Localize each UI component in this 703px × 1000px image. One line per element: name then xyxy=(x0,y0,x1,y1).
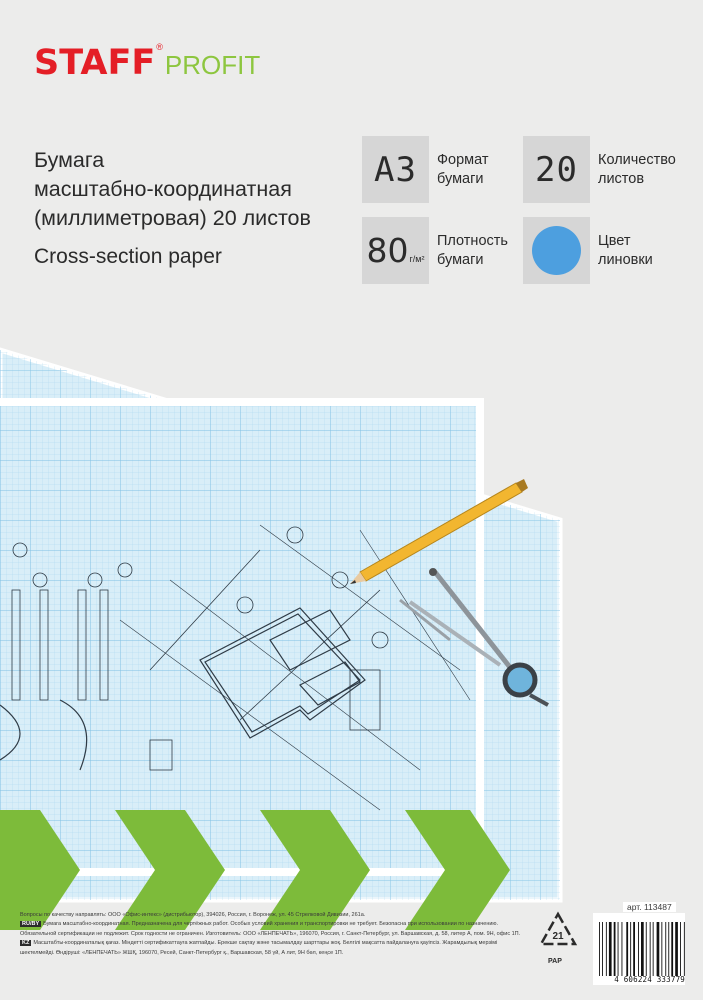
brand-line: PROFIT xyxy=(164,50,261,80)
fine-line: Вопросы по качеству направлять: ООО «Офис-интекс» (дистрибьютор), 394026, Россия, г. Воронеж, ул. 45 Стрелковой Дивизии, 261а. xyxy=(20,912,366,918)
title-line: масштабно-координатная xyxy=(34,177,292,201)
brand-name: STAFF xyxy=(34,43,156,83)
recycle-icon xyxy=(537,910,579,958)
ruling-color-label xyxy=(598,232,653,270)
ruling-color-swatch xyxy=(532,226,581,275)
density-label-line: бумаги xyxy=(437,252,484,268)
recycle-code: 21 xyxy=(552,931,564,942)
format-badge xyxy=(362,136,429,203)
format-label-line: Формат xyxy=(437,152,489,168)
lang-tag-kz: KZ xyxy=(22,940,30,947)
count-label-line: Количество xyxy=(598,152,676,168)
registered-mark: ® xyxy=(156,42,163,52)
legal-fine-print xyxy=(20,911,540,958)
format-label xyxy=(437,151,489,189)
count-badge xyxy=(523,136,590,203)
count-value: 20 xyxy=(535,149,578,190)
density-label-line: Плотность xyxy=(437,233,508,249)
fine-line: Обязательной сертификации не подлежит. Срок годности не ограничен. Изготовитель: ООО «ЛЕНПЕЧАТЬ», 196070, Россия, г. Санкт-Петербург, ул. Варшавская, д. 58, литер А, пом. 9Н, офис 1П. xyxy=(20,930,521,937)
title-line: Бумага xyxy=(34,148,105,172)
fine-line: Бумага масштабно-координатная. Предназначена для чертёжных работ. Особых условий хранения и транспортировки не требует. Безопасна при использовании по назначению. xyxy=(43,921,499,928)
title-line: (миллиметровая) 20 листов xyxy=(34,206,311,230)
fine-line-kz xyxy=(20,939,540,948)
product-title xyxy=(34,146,354,233)
lang-tag-ru: RU/BY xyxy=(22,921,40,928)
barcode-number: 4 606224 333779 xyxy=(614,975,685,984)
article-number: арт. 113487 xyxy=(623,902,676,912)
count-label-line: листов xyxy=(598,171,645,187)
density-label xyxy=(437,232,508,270)
fine-line: Масштабты-координаталық қағаз. Міндетті сертификаттауға жатпайды. Ерекше сақтау және тасымалдау шарттары жоқ. Белгілі мақсатта пайдалануға қауіпсіз. Жарамдылық мерзімі xyxy=(33,940,498,947)
brand-logo xyxy=(34,42,261,83)
format-value: А3 xyxy=(374,149,417,190)
recycle-label: PAP xyxy=(548,958,562,965)
ruling-label-line: линовки xyxy=(598,252,653,268)
density-badge xyxy=(362,217,429,284)
ruling-color-badge xyxy=(523,217,590,284)
front-sheet xyxy=(0,398,484,876)
ruling-label-line: Цвет xyxy=(598,233,631,249)
format-label-line: бумаги xyxy=(437,171,484,187)
count-label xyxy=(598,151,676,189)
fine-line: шектелмейді. Өндіруші: «ЛЕНПЕЧАТЬ» ЖШҚ, 196070, Ресей, Санкт-Петербург қ., Варшавская, 58 үй, А лит, 9Н бөл, кеңсе 1П. xyxy=(20,949,344,956)
product-subtitle: Cross-section paper xyxy=(34,245,222,268)
density-value: 80 xyxy=(366,231,409,270)
fine-line-ru xyxy=(20,920,540,929)
density-unit: г/м² xyxy=(409,253,425,264)
